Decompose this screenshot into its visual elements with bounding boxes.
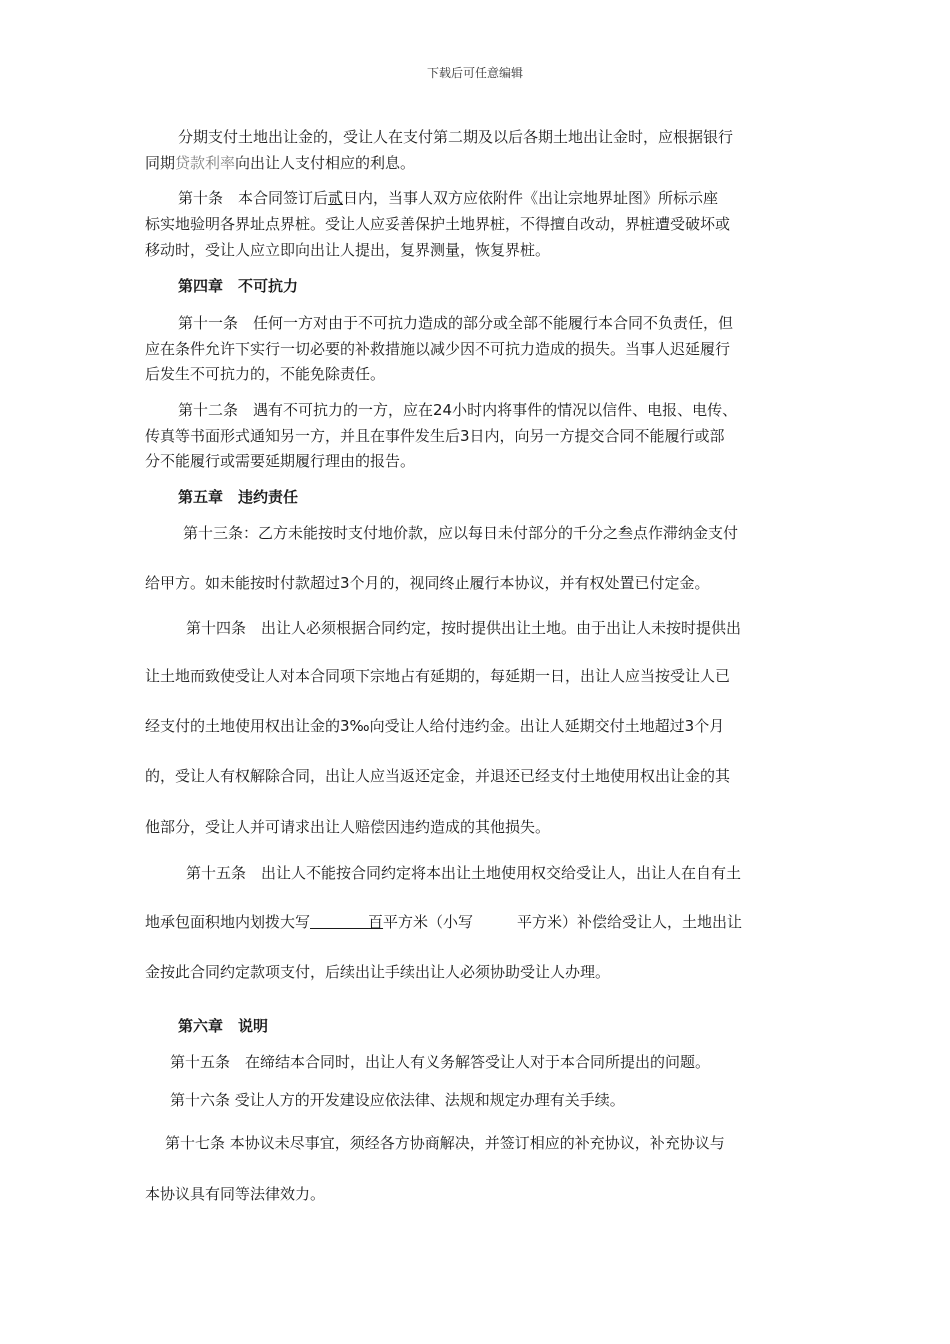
article15a-line1: 第十五条 出让人不能按合同约定将本出让土地使用权交给受让人，出让人在自有土 [186, 864, 742, 882]
article11-line2: 应在条件允许下实行一切必要的补救措施以减少因不可抗力造成的损失。当事人迟延履行 [145, 340, 731, 358]
article13-line2: 给甲方。如未能按时付款超过3个月的，视同终止履行本协议，并有权处置已付定金。 [145, 574, 710, 592]
article14-line4: 的，受让人有权解除合同，出让人应当返还定金，并退还已经支付土地使用权出让金的其 [145, 767, 731, 785]
article15a-line2: 地承包面积地内划拨大写 百平方米（小写 平方米）补偿给受让人，土地出让 [145, 913, 743, 931]
days-count: 贰 [328, 189, 344, 207]
article10-line3: 移动时，受让人应立即向出让人提出，复界测量，恢复界桩。 [145, 241, 551, 259]
article10-line2: 标实地验明各界址点界桩。受让人应妥善保护土地界桩，不得擅自改动，界桩遭受破坏或 [145, 215, 731, 233]
article14-line2: 让土地而致使受让人对本合同项下宗地占有延期的，每延期一日，出让人应当按受让人已 [145, 667, 731, 685]
article11-line3: 后发生不可抗力的，不能免除责任。 [145, 365, 386, 383]
article9-line1: 分期支付土地出让金的，受让人在支付第二期及以后各期土地出让金时，应根据银行 [178, 128, 734, 146]
article14-line5: 他部分，受让人并可请求出让人赔偿因违约造成的其他损失。 [145, 818, 551, 836]
article10-line1: 第十条 本合同签订后贰日内，当事人双方应依附件《出让宗地界址图》所标示座 [178, 189, 719, 207]
article12-line2: 传真等书面形式通知另一方，并且在事件发生后3日内，向另一方提交合同不能履行或部 [145, 427, 725, 445]
article15b-line1: 第十五条 在缔结本合同时，出让人有义务解答受让人对于本合同所提出的问题。 [170, 1053, 711, 1071]
article17-line2: 本协议具有同等法律效力。 [145, 1185, 326, 1203]
article13-line1: 第十三条：乙方未能按时支付地价款，应以每日未付部分的千分之叁点作滞纳金支付 [183, 524, 739, 542]
article11-line1: 第十一条 任何一方对由于不可抗力造成的部分或全部不能履行本合同不负责任，但 [178, 314, 734, 332]
chapter5-title: 第五章 违约责任 [178, 488, 299, 506]
page-header: 下载后可任意编辑 [426, 66, 523, 80]
loan-rate-term: 贷款利率 [175, 154, 236, 172]
chapter6-title: 第六章 说明 [178, 1017, 269, 1035]
article9-line2: 同期贷款利率向出让人支付相应的利息。 [145, 154, 416, 172]
article12-line3: 分不能履行或需要延期履行理由的报告。 [145, 452, 416, 470]
article14-line3: 经支付的土地使用权出让金的3‰向受让人给付违约金。出让人延期交付土地超过3个月 [145, 717, 725, 735]
chapter4-title: 第四章 不可抗力 [178, 277, 299, 295]
article17-line1: 第十七条 本协议未尽事宜，须经各方协商解决，并签订相应的补充协议，补充协议与 [165, 1134, 725, 1152]
article14-line1: 第十四条 出让人必须根据合同约定，按时提供出让土地。由于出让人未按时提供出 [186, 619, 742, 637]
article16-line1: 第十六条 受让人方的开发建设应依法律、法规和规定办理有关手续。 [170, 1091, 625, 1109]
amount-blank-uppercase [310, 912, 368, 929]
article15a-line3: 金按此合同约定款项支付，后续出让手续出让人必须协助受让人办理。 [145, 963, 611, 981]
article12-line1: 第十二条 遇有不可抗力的一方，应在24小时内将事件的情况以信件、电报、电传、 [178, 401, 738, 419]
